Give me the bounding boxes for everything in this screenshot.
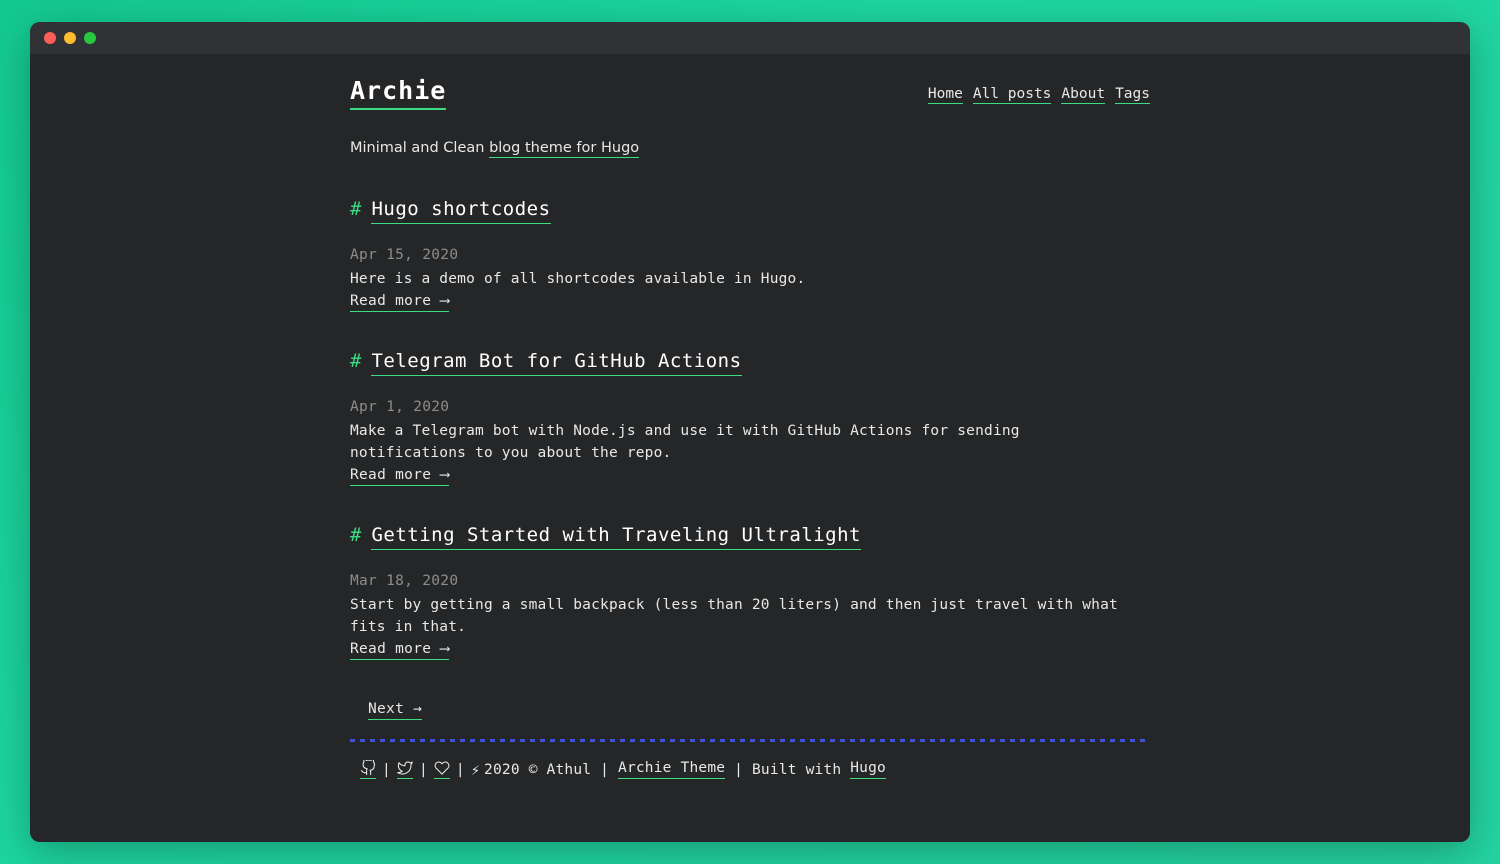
footer-separator-text-2: | xyxy=(725,761,752,778)
post-title-link[interactable]: Getting Started with Traveling Ultralight xyxy=(371,524,861,550)
next-page-link[interactable]: Next → xyxy=(368,701,422,720)
footer-built-with: Built with xyxy=(751,761,851,778)
site-subtitle-text: Minimal and Clean xyxy=(350,140,490,156)
post-summary: Make a Telegram bot with Node.js and use it with GitHub Actions for sending notifications to you about the repo. xyxy=(350,423,1020,462)
post-date: Apr 15, 2020 xyxy=(350,247,459,263)
footer-separator: | xyxy=(418,761,428,778)
zoom-window-button[interactable] xyxy=(84,32,96,44)
read-more-link[interactable]: Read more ⟶ xyxy=(350,467,449,486)
post-title-row xyxy=(350,198,1150,224)
site-subtitle-link[interactable]: blog theme for Hugo xyxy=(489,140,640,156)
footer-copyright: 2020 © Athul xyxy=(484,761,601,778)
hash-icon: # xyxy=(350,198,362,220)
hugo-link[interactable]: Hugo xyxy=(850,760,886,779)
post-item xyxy=(350,524,1150,660)
nav-link-tags[interactable]: Tags xyxy=(1115,86,1150,102)
page-body xyxy=(30,54,1470,842)
site-subtitle xyxy=(350,140,1150,156)
lightning-icon: ⚡ xyxy=(470,760,481,779)
content-column xyxy=(350,54,1150,779)
nav-link-all-posts[interactable]: All posts xyxy=(972,86,1052,102)
footer-separator: | xyxy=(455,761,465,778)
hash-icon: # xyxy=(350,524,362,547)
post-title-row xyxy=(350,524,1150,550)
github-icon[interactable] xyxy=(360,760,376,779)
heart-icon[interactable] xyxy=(434,760,450,779)
footer-separator: | xyxy=(382,761,391,778)
post-summary: Start by getting a small backpack (less than 20 liters) and then just travel with what fits in that. xyxy=(350,597,1118,636)
post-title-link[interactable]: Hugo shortcodes xyxy=(371,198,550,224)
read-more-link[interactable]: Read more ⟶ xyxy=(350,641,449,660)
post-date: Apr 1, 2020 xyxy=(350,399,450,416)
site-title[interactable]: Archie xyxy=(350,76,446,110)
hash-icon: # xyxy=(350,350,362,373)
footer-separator-text: | xyxy=(600,761,619,778)
main-nav xyxy=(928,76,1150,104)
post-summary: Here is a demo of all shortcodes available in Hugo. xyxy=(350,271,806,287)
minimize-window-button[interactable] xyxy=(64,32,76,44)
site-header xyxy=(350,76,1150,110)
post-item xyxy=(350,198,1150,312)
post-date: Mar 18, 2020 xyxy=(350,573,459,590)
footer-divider xyxy=(350,739,1150,742)
browser-window xyxy=(30,22,1470,842)
nav-link-home[interactable]: Home xyxy=(927,86,963,102)
post-list xyxy=(350,198,1150,660)
archie-theme-link[interactable]: Archie Theme xyxy=(618,760,725,779)
close-window-button[interactable] xyxy=(44,32,56,44)
window-titlebar xyxy=(30,22,1470,54)
site-footer xyxy=(350,760,1150,779)
post-title-row xyxy=(350,350,1150,376)
read-more-link[interactable]: Read more ⟶ xyxy=(350,293,449,312)
twitter-icon[interactable] xyxy=(397,760,413,779)
post-title-link[interactable]: Telegram Bot for GitHub Actions xyxy=(371,350,741,376)
post-item xyxy=(350,350,1150,486)
nav-link-about[interactable]: About xyxy=(1061,86,1106,102)
pagination xyxy=(368,698,1150,717)
